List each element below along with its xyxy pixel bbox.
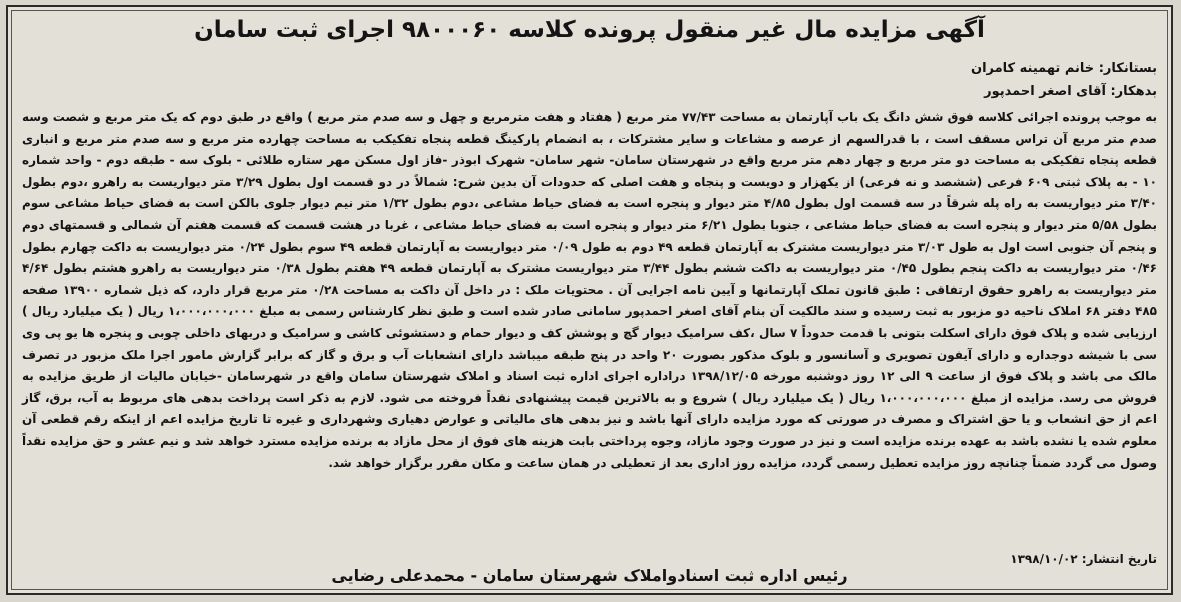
- creditor-line: بستانکار: خانم تهمینه کامران: [970, 61, 1157, 76]
- notice-title: آگهی مزایده مال غیر منقول پرونده کلاسه ۹۸۰۰۰۶۰ اجرای ثبت سامان: [194, 17, 985, 43]
- signature-line: رئیس اداره ثبت اسنادواملاک شهرستان سامان - محمدعلی رضایی: [331, 566, 848, 585]
- debtor-line: بدهکار: آقای اصغر احمدپور: [984, 84, 1157, 99]
- publish-date: تاریخ انتشار: ۱۳۹۸/۱۰/۰۲: [1010, 552, 1157, 566]
- notice-body: به موجب پرونده اجرائی کلاسه فوق شش دانگ یک باب آپارتمان به مساحت ۷۷/۴۳ متر مربع ( هفتاد و هفت مترمربع و چهل و سه صدم متر مربع ) واقع در طبق دوم که یک متر مربع و شصت وسه صدم متر مربع آن تراس مسقف است ، با قدرالسهم از عرصه و مشاعات و سایر مشترکات ، به انضمام پارکینگ قطعه پنجاه تفکیکب به مساحت چهارده متر مربع و سه صدم متر مربع و انباری قطعه پنجاه تفکیکی به مساحت دو متر مربع و چهار دهم متر مربع واقع در شهرستان سامان- شهر سامان- شهرک ابوذر -فاز اول مسکن مهر ستاره طلائی - بلوک سه - طبقه دوم - واحد شماره ۱۰ - به پلاک ثبتی ۶۰۹ فرعی (ششصد و نه فرعی) از یکهزار و دویست و پنجاه و هفت اصلی که حدودات آن بدین شرح: شمالاً در دو قسمت اول بطول ۳/۲۹ متر دیواریست به راهرو ،دوم بطول ۳/۴۰ متر دیواریست به راه پله شرقاً در سه قسمت اول بطول ۴/۸۵ متر دیوار و پنجره است به فضای حیاط مشاعی ،دوم بطول ۱/۳۲ متر نیم دیوار جلوی بالکن است به فضای حیاط مشاعی سوم بطول ۵/۵۸ متر دیوار و پنجره است به فضای حیاط مشاعی ، جنوبا بطول ۶/۲۱ متر دیوار و پنجره است به فضای حیاط مشاعی ، غربا در هشت قسمت که قسمت هفتم آن شمالی و قسمتهای دوم و پنجم آن جنوبی است اول به طول ۳/۰۳ متر دیواریست مشترک به آپارتمان قطعه ۴۹ دوم به طول ۰/۰۹ متر دیواریست به آپارتمان قطعه ۴۹ سوم بطول ۰/۲۴ متر دیواریست به داکت چهارم بطول ۰/۴۶ متر دیواریست به داکت پنجم بطول ۰/۴۵ متر دیواریست به داکت ششم بطول ۳/۴۴ متر دیواریست مشترک به آپارتمان قطعه ۴۹ هفتم بطول ۰/۳۸ متر دیواریست به راهرو هشتم بطول ۴/۶۴ متر دیواریست به راهرو حقوق ارتفاقی : طبق قانون تملک آپارتمانها و آیین نامه اجرایی آن . محتویات ملک : در داخل آن داکت به مساحت ۰/۲۸ متر مربع قرار دارد، که ذیل شماره ۱۳۹۰۰ صفحه ۴۸۵ دفتر ۶۸ املاک ناحیه دو مزبور به ثبت رسیده و سند مالکیت آن بنام آقای اصغر احمدپور سامانی صادر شده است و طبق نظر کارشناس رسمی به مبلغ ۱،۰۰۰،۰۰۰،۰۰۰ ریال ( یک میلیارد ریال ) ارزیابی شده و پلاک فوق دارای اسکلت بتونی با قدمت حدوداً ۷ سال ،کف سرامیک دیوار گچ و پوشش کف و دیوار حمام و دستشوئی کاشی و سرامیک و دربهای داخلی چوبی و پنجره ها یو پی وی سی با شیشه دوجداره و دارای آیفون تصویری و آسانسور و بلوک مذکور بصورت ۲۰ واحد در پنج طبقه میباشد دارای انشعابات آب و برق و گاز که برابر گزارش مامور اجرا ملک مزبور در تصرف مالک می باشد و پلاک فوق از ساعت ۹ الی ۱۲ روز دوشنبه مورخه ۱۳۹۸/۱۲/۰۵ دراداره اجرای اداره ثبت اسناد و املاک شهرستان سامان واقع در شهرسامان -خیابان مالیات از طریق مزایده به فروش می رسد. مزایده از مبلغ ۱،۰۰۰،۰۰۰،۰۰۰ ریال ( یک میلیارد ریال ) شروع و به بالاترین قیمت پیشنهادی نقداً فروخته می شود. لازم به ذکر است پرداخت بدهی های مربوط به آب، برق، گاز اعم از حق انشعاب و یا حق اشتراک و مصرف در صورتی که مورد مزایده دارای آنها باشد و نیز بدهی های مالیاتی و عوارض دهیاری وشهرداری و غیره تا تاریخ مزایده اعم از اینکه رقم قطعی آن معلوم شده یا نشده باشد به عهده برنده مزایده است و نیز در صورت وجود مازاد، وجوه پرداختی بابت هزینه های فوق از محل مازاد به برنده مزایده مسترد خواهد شد و نیم عشر و حق مزایده نقداً وصول می گردد ضمناً چنانچه روز مزایده تعطیل رسمی گردد، مزایده روز اداری بعد از تعطیلی در همان ساعت و مکان مقرر برگزار خواهد شد.: [22, 110, 1158, 470]
- auction-notice: [6, 5, 1173, 595]
